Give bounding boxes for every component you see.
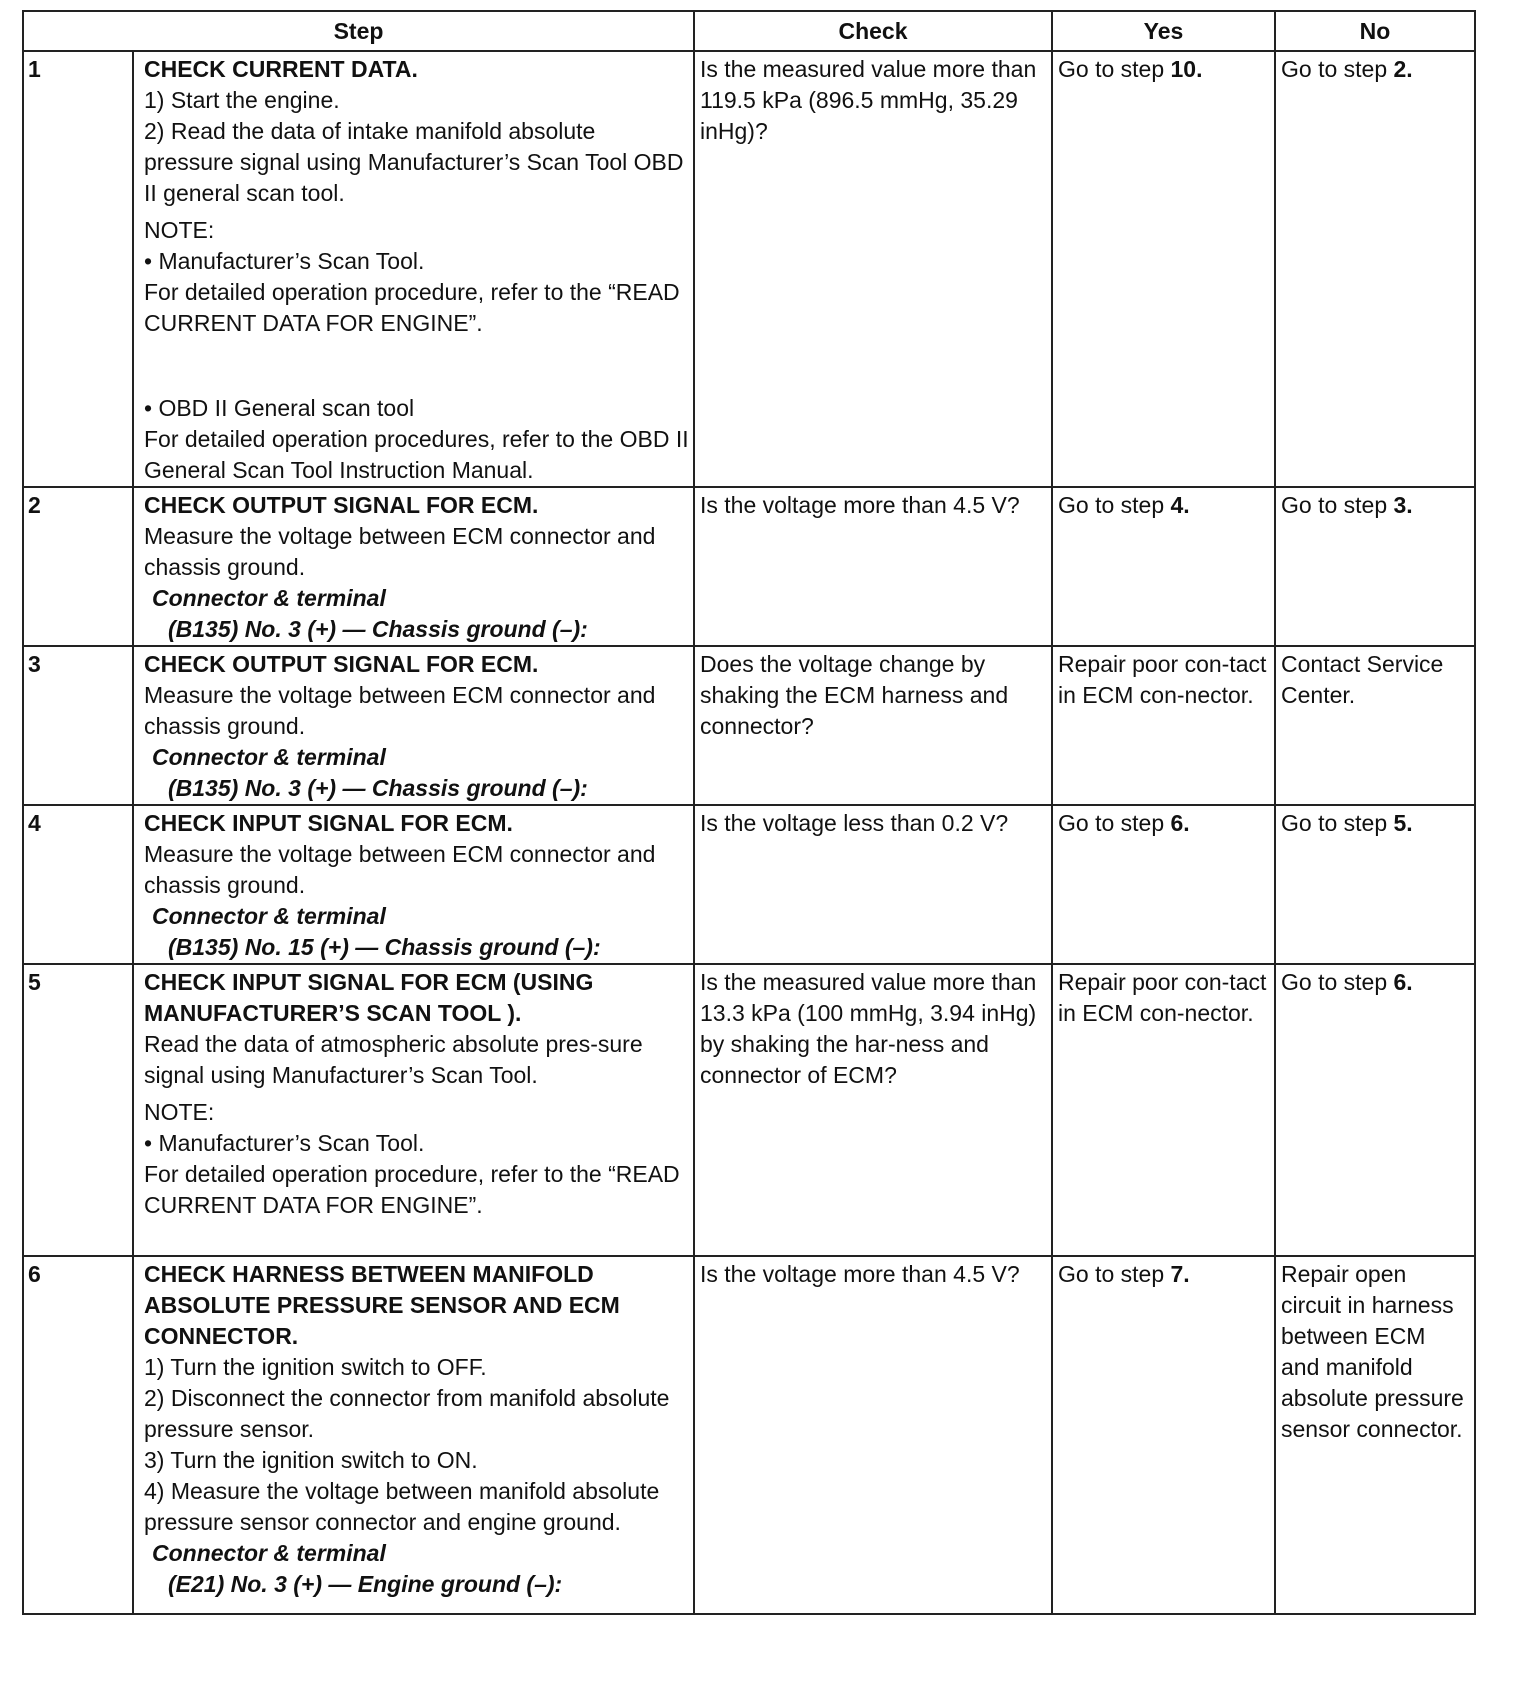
step-line: 4) Measure the voltage between manifold absolute pressure sensor connector and engine ground. [144,1478,660,1535]
no-step: 3. [1393,492,1413,518]
check-cell: Is the voltage more than 4.5 V? [694,1256,1052,1614]
no-prefix: Go to step [1281,492,1394,518]
yes-prefix: Go to step [1058,492,1171,518]
step-title: CHECK OUTPUT SIGNAL FOR ECM. [144,492,539,518]
note-line: For detailed operation procedure, refer to the “READ CURRENT DATA FOR ENGINE”. [144,279,680,336]
table-row [23,805,1475,964]
check-cell: Is the measured value more than 13.3 kPa (100 mmHg, 3.94 inHg) by shaking the har-ness and connector of ECM? [694,964,1052,1256]
step-title: CHECK OUTPUT SIGNAL FOR ECM. [144,651,539,677]
step-title: CHECK INPUT SIGNAL FOR ECM (USING MANUFACTURER’S SCAN TOOL ). [144,969,594,1026]
step-line: 3) Turn the ignition switch to ON. [144,1447,478,1473]
step-cell [133,487,694,646]
header-no: No [1275,11,1475,51]
no-step: 5. [1393,810,1413,836]
note-line: • Manufacturer’s Scan Tool. [144,248,425,274]
yes-cell [1052,51,1275,487]
table-row [23,646,1475,805]
check-cell: Is the voltage less than 0.2 V? [694,805,1052,964]
step-line: 1) Start the engine. [144,87,340,113]
yes-prefix: Go to step [1058,56,1171,82]
no-prefix: Go to step [1281,810,1394,836]
note-line: • OBD II General scan tool [144,395,415,421]
no-cell [1275,805,1475,964]
step-number: 6 [23,1256,133,1614]
note-line: • Manufacturer’s Scan Tool. [144,1130,425,1156]
step-line: 2) Read the data of intake manifold absolute pressure signal using Manufacturer’s Scan Tool OBD II general scan tool. [144,118,684,206]
connector-label: Connector & terminal [152,744,386,770]
note-label: NOTE: [144,217,215,243]
yes-step: 10. [1170,56,1203,82]
connector-terminal: (B135) No. 3 (+) — Chassis ground (–): [168,775,588,801]
table-row [23,51,1475,487]
note-line: For detailed operation procedures, refer to the OBD II General Scan Tool Instruction Manual. [144,426,689,483]
connector-terminal: (B135) No. 3 (+) — Chassis ground (–): [168,616,588,642]
table-row [23,964,1475,1256]
header-check: Check [694,11,1052,51]
no-cell [1275,487,1475,646]
yes-prefix: Go to step [1058,1261,1171,1287]
connector-label: Connector & terminal [152,903,386,929]
step-line: 1) Turn the ignition switch to OFF. [144,1354,487,1380]
yes-cell: Repair poor con-tact in ECM con-nector. [1052,964,1275,1256]
no-step: 6. [1393,969,1413,995]
step-title: CHECK CURRENT DATA. [144,56,418,82]
header-step: Step [23,11,694,51]
step-number: 2 [23,487,133,646]
step-line: Read the data of atmospheric absolute pres-sure signal using Manufacturer’s Scan Tool. [144,1031,643,1088]
check-cell: Is the measured value more than 119.5 kPa (896.5 mmHg, 35.29 inHg)? [694,51,1052,487]
step-title: CHECK HARNESS BETWEEN MANIFOLD ABSOLUTE PRESSURE SENSOR AND ECM CONNECTOR. [144,1261,620,1349]
check-cell: Is the voltage more than 4.5 V? [694,487,1052,646]
connector-label: Connector & terminal [152,1540,386,1566]
table-row [23,487,1475,646]
yes-step: 6. [1170,810,1190,836]
step-number: 5 [23,964,133,1256]
note-label: NOTE: [144,1099,215,1125]
step-line: 2) Disconnect the connector from manifold absolute pressure sensor. [144,1385,670,1442]
step-cell [133,1256,694,1614]
yes-prefix: Go to step [1058,810,1171,836]
no-step: 2. [1393,56,1413,82]
yes-cell [1052,487,1275,646]
step-line: Measure the voltage between ECM connector and chassis ground. [144,841,656,898]
step-number: 3 [23,646,133,805]
note-line: For detailed operation procedure, refer to the “READ CURRENT DATA FOR ENGINE”. [144,1161,680,1218]
yes-cell [1052,805,1275,964]
step-number: 1 [23,51,133,487]
table-row [23,1256,1475,1614]
yes-cell: Repair poor con-tact in ECM con-nector. [1052,646,1275,805]
step-title: CHECK INPUT SIGNAL FOR ECM. [144,810,513,836]
connector-label: Connector & terminal [152,585,386,611]
header-yes: Yes [1052,11,1275,51]
step-number: 4 [23,805,133,964]
no-cell [1275,964,1475,1256]
no-prefix: Go to step [1281,56,1394,82]
step-cell [133,805,694,964]
step-cell [133,51,694,487]
connector-terminal: (B135) No. 15 (+) — Chassis ground (–): [168,934,601,960]
spacer [134,339,689,393]
no-prefix: Go to step [1281,969,1394,995]
no-cell [1275,51,1475,487]
connector-terminal: (E21) No. 3 (+) — Engine ground (–): [168,1571,563,1597]
no-cell: Repair open circuit in harness between ECM and manifold absolute pressure sensor connector. [1275,1256,1475,1614]
yes-step: 4. [1170,492,1190,518]
header-row [23,11,1475,51]
step-line: Measure the voltage between ECM connector and chassis ground. [144,523,656,580]
yes-step: 7. [1170,1261,1190,1287]
step-line: Measure the voltage between ECM connector and chassis ground. [144,682,656,739]
diagnostic-table [22,10,1476,1615]
check-cell: Does the voltage change by shaking the ECM harness and connector? [694,646,1052,805]
step-cell [133,964,694,1256]
no-cell: Contact Service Center. [1275,646,1475,805]
yes-cell [1052,1256,1275,1614]
step-cell [133,646,694,805]
